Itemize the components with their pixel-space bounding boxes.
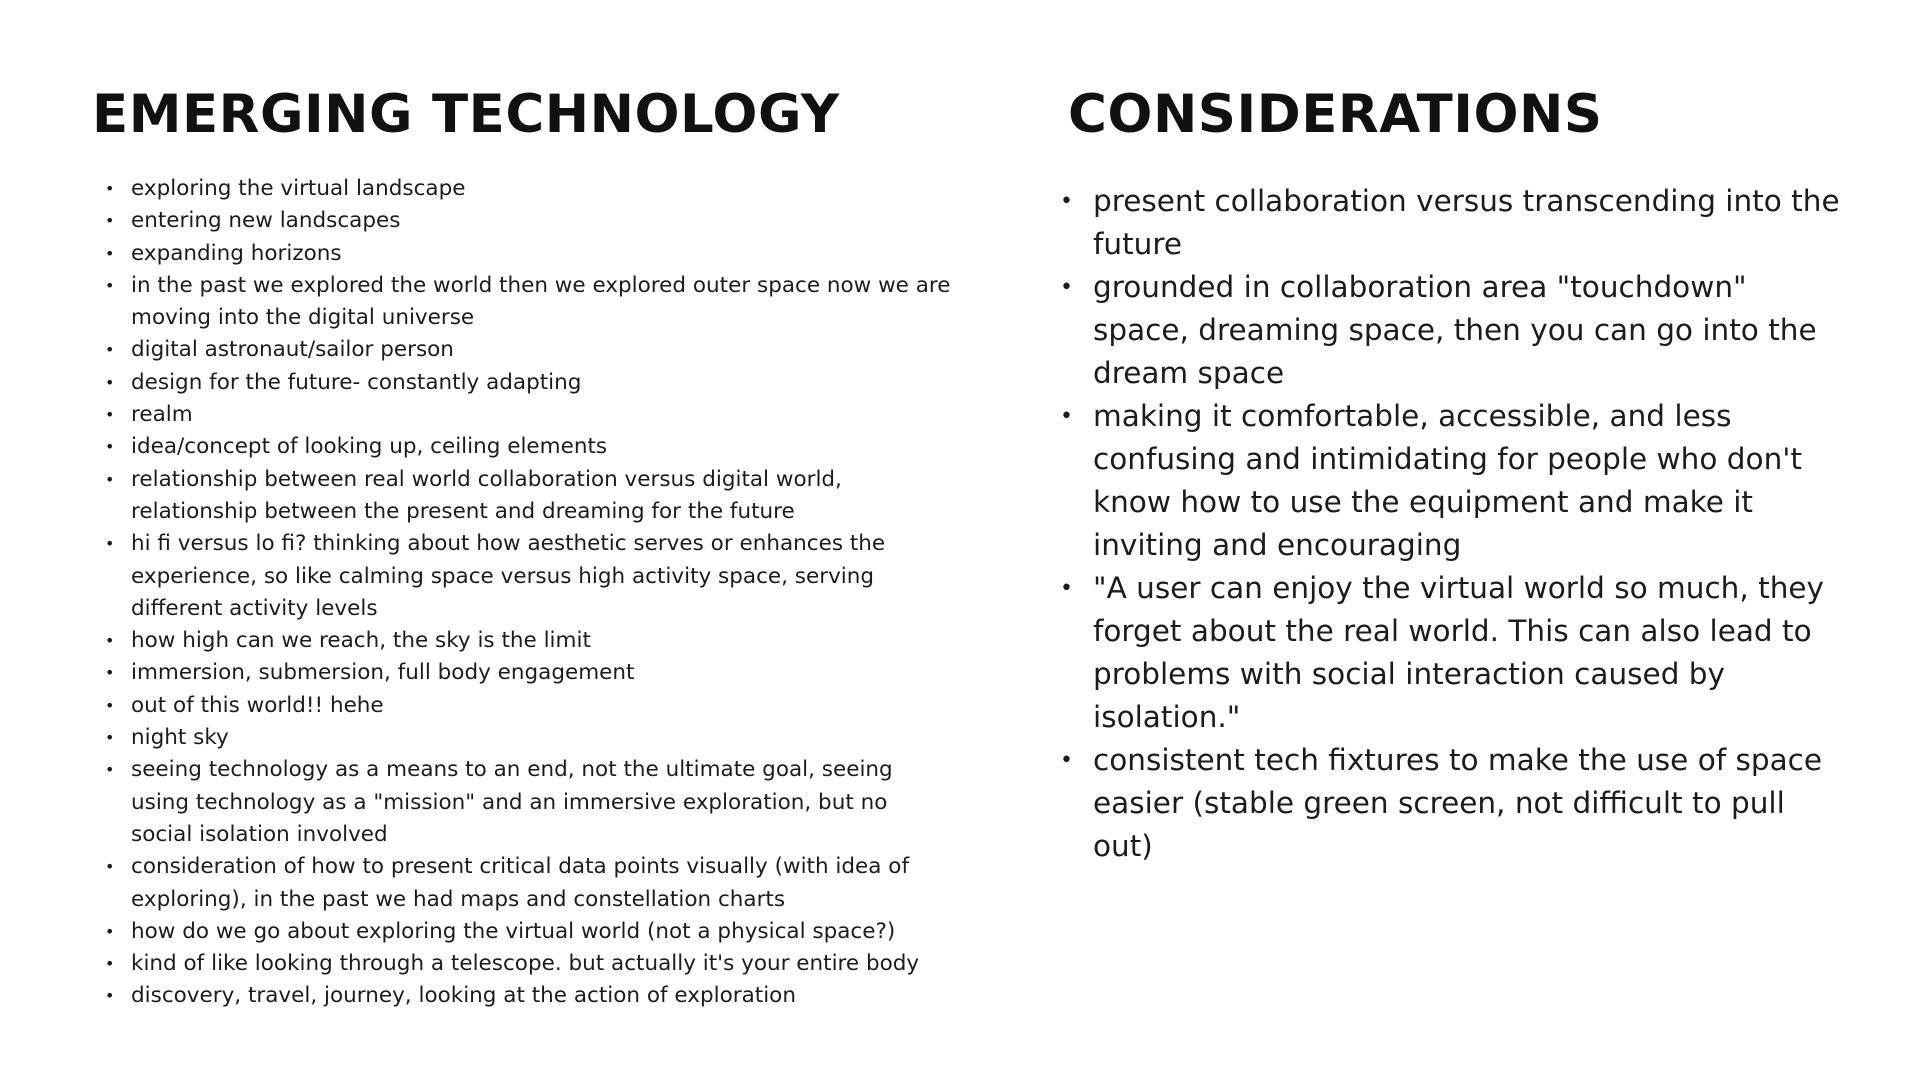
list-item: • hi fi versus lo fi? thinking about how aesthetic serves or enhances the experience, so like calming space versus high activity space, serving different activity levels bbox=[92, 528, 952, 625]
list-item: • making it comfortable, accessible, and less confusing and intimidating for people who don't know how to use the equipment and make it inviting and encouraging bbox=[1068, 395, 1848, 567]
list-item: • how do we go about exploring the virtual world (not a physical space?) bbox=[92, 916, 952, 948]
considerations-column bbox=[1068, 80, 1848, 868]
list-item: • in the past we explored the world then we explored outer space now we are moving into the digital universe bbox=[92, 270, 952, 335]
list-item: • immersion, submersion, full body engagement bbox=[92, 657, 952, 689]
list-item: • kind of like looking through a telescope. but actually it's your entire body bbox=[92, 948, 952, 980]
list-item: • relationship between real world collaboration versus digital world, relationship between the present and dreaming for the future bbox=[92, 464, 952, 529]
list-item: • realm bbox=[92, 399, 952, 431]
list-item: • entering new landscapes bbox=[92, 205, 952, 237]
list-item: • "A user can enjoy the virtual world so much, they forget about the real world. This can also lead to problems with social interaction caused by isolation." bbox=[1068, 567, 1848, 739]
emerging-technology-heading: EMERGING TECHNOLOGY bbox=[92, 84, 840, 145]
list-item: • night sky bbox=[92, 722, 952, 754]
list-item: • design for the future- constantly adapting bbox=[92, 367, 952, 399]
list-item: • exploring the virtual landscape bbox=[92, 173, 952, 205]
list-item: • out of this world!! hehe bbox=[92, 690, 952, 722]
list-item: • discovery, travel, journey, looking at the action of exploration bbox=[92, 980, 952, 1012]
list-item: • digital astronaut/sailor person bbox=[92, 334, 952, 366]
list-item: • consideration of how to present critical data points visually (with idea of exploring), in the past we had maps and constellation charts bbox=[92, 851, 952, 916]
list-item: • consistent tech fixtures to make the use of space easier (stable green screen, not difficult to pull out) bbox=[1068, 739, 1848, 868]
list-item: • how high can we reach, the sky is the limit bbox=[92, 625, 952, 657]
list-item: • seeing technology as a means to an end, not the ultimate goal, seeing using technology as a "mission" and an immersive exploration, but no social isolation involved bbox=[92, 754, 952, 851]
emerging-technology-column bbox=[92, 80, 952, 1013]
list-item: • grounded in collaboration area "touchdown" space, dreaming space, then you can go into the dream space bbox=[1068, 266, 1848, 395]
list-item: • expanding horizons bbox=[92, 238, 952, 270]
list-item: • idea/concept of looking up, ceiling elements bbox=[92, 431, 952, 463]
emerging-technology-list bbox=[92, 173, 952, 1013]
list-item: • present collaboration versus transcending into the future bbox=[1068, 180, 1848, 266]
considerations-list bbox=[1068, 180, 1848, 868]
considerations-heading: CONSIDERATIONS bbox=[1068, 84, 1603, 145]
